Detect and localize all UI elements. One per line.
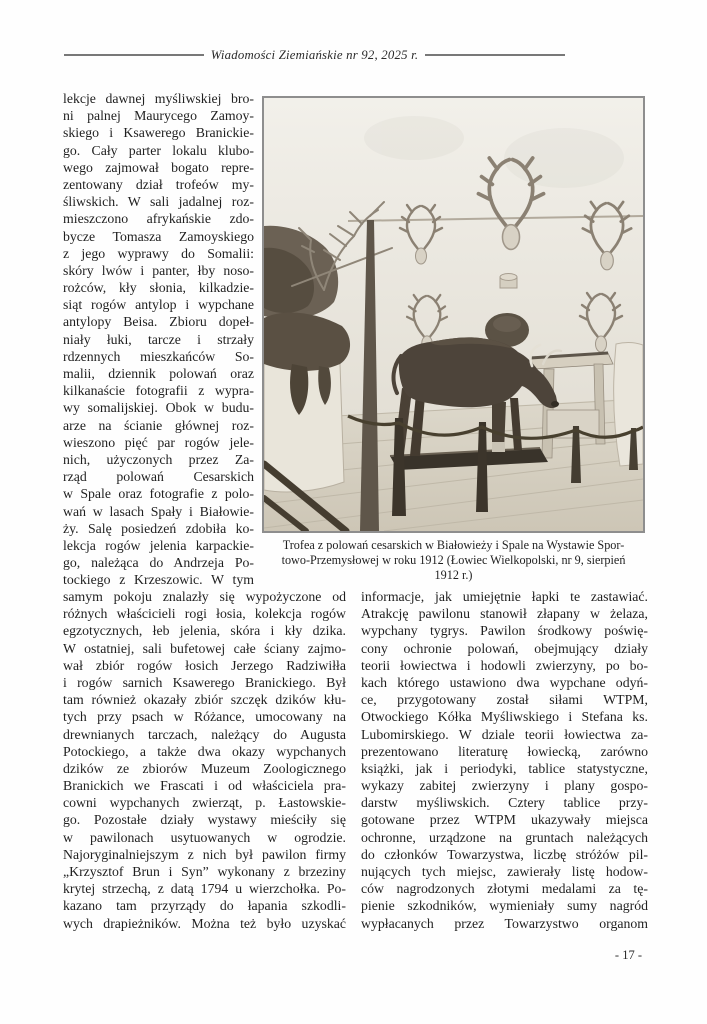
text-line: wieszono pięć par rogów jele- — [63, 434, 254, 450]
lower-right-text-column — [361, 588, 648, 932]
header-rule-left — [64, 54, 204, 56]
text-line: nich, użyczonych przez Za- — [63, 451, 254, 467]
text-line: Najoryginalniejszym z nich był pawilon firmy — [63, 846, 346, 862]
text-line: lekcja rogów jelenia karpackie- — [63, 537, 254, 553]
text-line: śliwskich. W sali jadalnej roz- — [63, 194, 254, 210]
text-line: wypłacanych przez Towarzystwo organom — [361, 915, 648, 931]
trophy-photograph — [262, 96, 645, 533]
text-line: cowni wypchanych zwierząt, p. Łastowskie- — [63, 795, 346, 811]
text-line: dzików ze zbiorów Muzeum Zoologicznego — [63, 760, 346, 776]
text-line: w Spale oraz fotografie z polo- — [63, 486, 254, 502]
text-line: skiego i Ksawerego Branickie- — [63, 125, 254, 141]
page-number: - 17 - — [614, 948, 642, 962]
text-line: wy somalijskiej. Obok w budu- — [63, 400, 254, 416]
text-line: samym pokoju znalazły się wypożyczone od — [63, 589, 346, 604]
text-line: różnych właścicieli rogi łosia, kolekcja rogów — [63, 606, 346, 622]
text-line: nujących tych miejsc, zawierały listę hodow- — [361, 864, 648, 879]
text-line: wych drapieżników. Można też było uzyskać — [63, 915, 346, 931]
page-header — [64, 44, 565, 66]
text-line: egzotycznych, łeb jelenia, skóra i kły dzika. — [63, 623, 346, 639]
text-line: i rogów sarnich Ksawerego Branickiego. Był — [63, 674, 346, 690]
text-line: rząd polowań Cesarskich — [63, 469, 254, 485]
text-line: skóry lwów i panter, łby noso- — [63, 262, 254, 278]
narrow-text-column — [63, 90, 254, 588]
text-line: go. Cały parter lokalu klubo- — [63, 142, 254, 158]
wall-knob — [500, 274, 517, 289]
text-line: Lubomirskiego. W dziale teorii łowiectwa za- — [361, 726, 648, 742]
text-line: bycze Tomasza Zamoyskiego — [63, 228, 254, 244]
text-line: z jego wyprawy do Somalii: — [63, 245, 254, 261]
text-line: Otwockiego Kółka Myśliwskiego i Stefana ks. — [361, 709, 648, 725]
text-line: rożców, kły słonia, kilkadzie- — [63, 280, 254, 296]
text-line: drewnianych tarczach, należący do Augusta — [63, 726, 346, 742]
text-line: wał zbiór rogów łosich Jerzego Radziwiłła — [63, 657, 346, 673]
text-line: ni palnej Maurycego Zamoy- — [63, 108, 254, 124]
text-line: książki, jak i periodyki, tablice statystyczne, — [361, 760, 648, 776]
text-line: Branickich we Frascati i od właściciela pra- — [63, 778, 346, 794]
text-line: Atrakcję pawilonu stanowił złapany w żelaza, — [361, 606, 648, 622]
text-line: kilkanaście fotografii z wypra- — [63, 383, 254, 399]
text-line: tockiego z Krzeszowic. W tym — [63, 572, 254, 588]
text-line: Potockiego, a także dwa okazy wypchanych — [63, 743, 346, 759]
caption-line: 1912 r.) — [434, 568, 473, 583]
header-rule-right — [425, 54, 565, 56]
text-line: informacje, jak umiejętnie łapki te zastawiać. — [361, 589, 648, 604]
text-line: wego zajmował bogato repre- — [63, 159, 254, 175]
text-line: arze na ścianie głównej roz- — [63, 417, 254, 433]
lower-left-text-column — [63, 588, 346, 932]
text-line: lekcje dawnej myśliwskiej bro- — [63, 91, 254, 106]
text-line: go. Pozostałe działy wystawy mieściły się — [63, 812, 346, 828]
trophy-exhibition-photo — [264, 98, 643, 531]
text-line: ży. Salę posiedzeń zdobiła ko- — [63, 520, 254, 536]
text-line: tych przy psach w Różance, umocowany na — [63, 709, 346, 725]
text-line: wypchany tygrys. Pawilon środkowy poświę- — [361, 623, 648, 639]
text-line: pienie szkodników, wymieniały sumy nagród — [361, 898, 648, 914]
caption-line: Trofea z polowań cesarskich w Białowieży i Spale na Wystawie Spor- — [282, 538, 625, 552]
text-line: kach którego ustawiono dwa wypchane odyń- — [361, 674, 648, 690]
text-line: ce, przygotowany został siłami WTPM, — [361, 692, 648, 708]
text-line: kazano tam przyrządy do łapania szkodli- — [63, 898, 346, 914]
text-line: rdzennych mieszkańców So- — [63, 348, 254, 364]
text-line: malii, dziennik polowań oraz — [63, 366, 254, 381]
text-line: krytej strzechą, z datą 1794 u wierzchołka. Po- — [63, 881, 346, 897]
text-line: mieszczono afrykańskie zdo- — [63, 211, 254, 227]
text-line: wykazy zabitej zwierzyny i plany gospo- — [361, 778, 648, 794]
text-line: tam również okazały zbiór szczęk dzików kłu- — [63, 692, 346, 708]
text-line: zentowany dział trofeów my- — [63, 176, 254, 192]
text-line: cony ochronie polowań, obejmujący działy — [361, 640, 648, 656]
text-line: ców nagrodzonych złotymi medalami za tę- — [361, 881, 648, 897]
text-line: go, należąca do Andrzeja Po- — [63, 555, 254, 571]
right-display-stand — [614, 342, 643, 466]
text-line: darstw myśliwskich. Cztery tablice przy- — [361, 795, 648, 811]
text-line: ochronne, urządzone na gruntach należących — [361, 829, 648, 845]
bison-white-sock — [492, 442, 505, 452]
text-line: siąt rogów antylop i wypchane — [63, 297, 254, 313]
text-line: niały łuki, tarcze i strzały — [63, 331, 254, 347]
figure-caption — [262, 538, 645, 584]
text-line: „Krzysztof Brun i Syn” wykonany z brzeziny — [63, 864, 346, 879]
text-line: W ostatniej, sali bufetowej całe ściany zajmo- — [63, 640, 346, 656]
text-line: teorii łowiectwa i hodowli zwierzyny, po bo- — [361, 657, 648, 673]
text-line: w pawilonach usytuowanych w ogrodzie. — [63, 829, 346, 845]
header-title: Wiadomości Ziemiańskie nr 92, 2025 r. — [210, 47, 419, 62]
text-line: antylopy Beisa. Zbioru dopeł- — [63, 314, 254, 330]
text-line: gotowane przez WTPM ukazywały miejsca — [361, 812, 648, 828]
text-line: prezentowano literaturę łowiecką, zarówno — [361, 743, 648, 759]
text-line: wań w lasach Spały i Białowie- — [63, 503, 254, 519]
caption-line: towo-Przemysłowej w roku 1912 (Łowiec Wielkopolski, nr 9, sierpień — [281, 553, 626, 568]
text-line: do członków Towarzystwa, liczbę stróżów pil- — [361, 846, 648, 862]
